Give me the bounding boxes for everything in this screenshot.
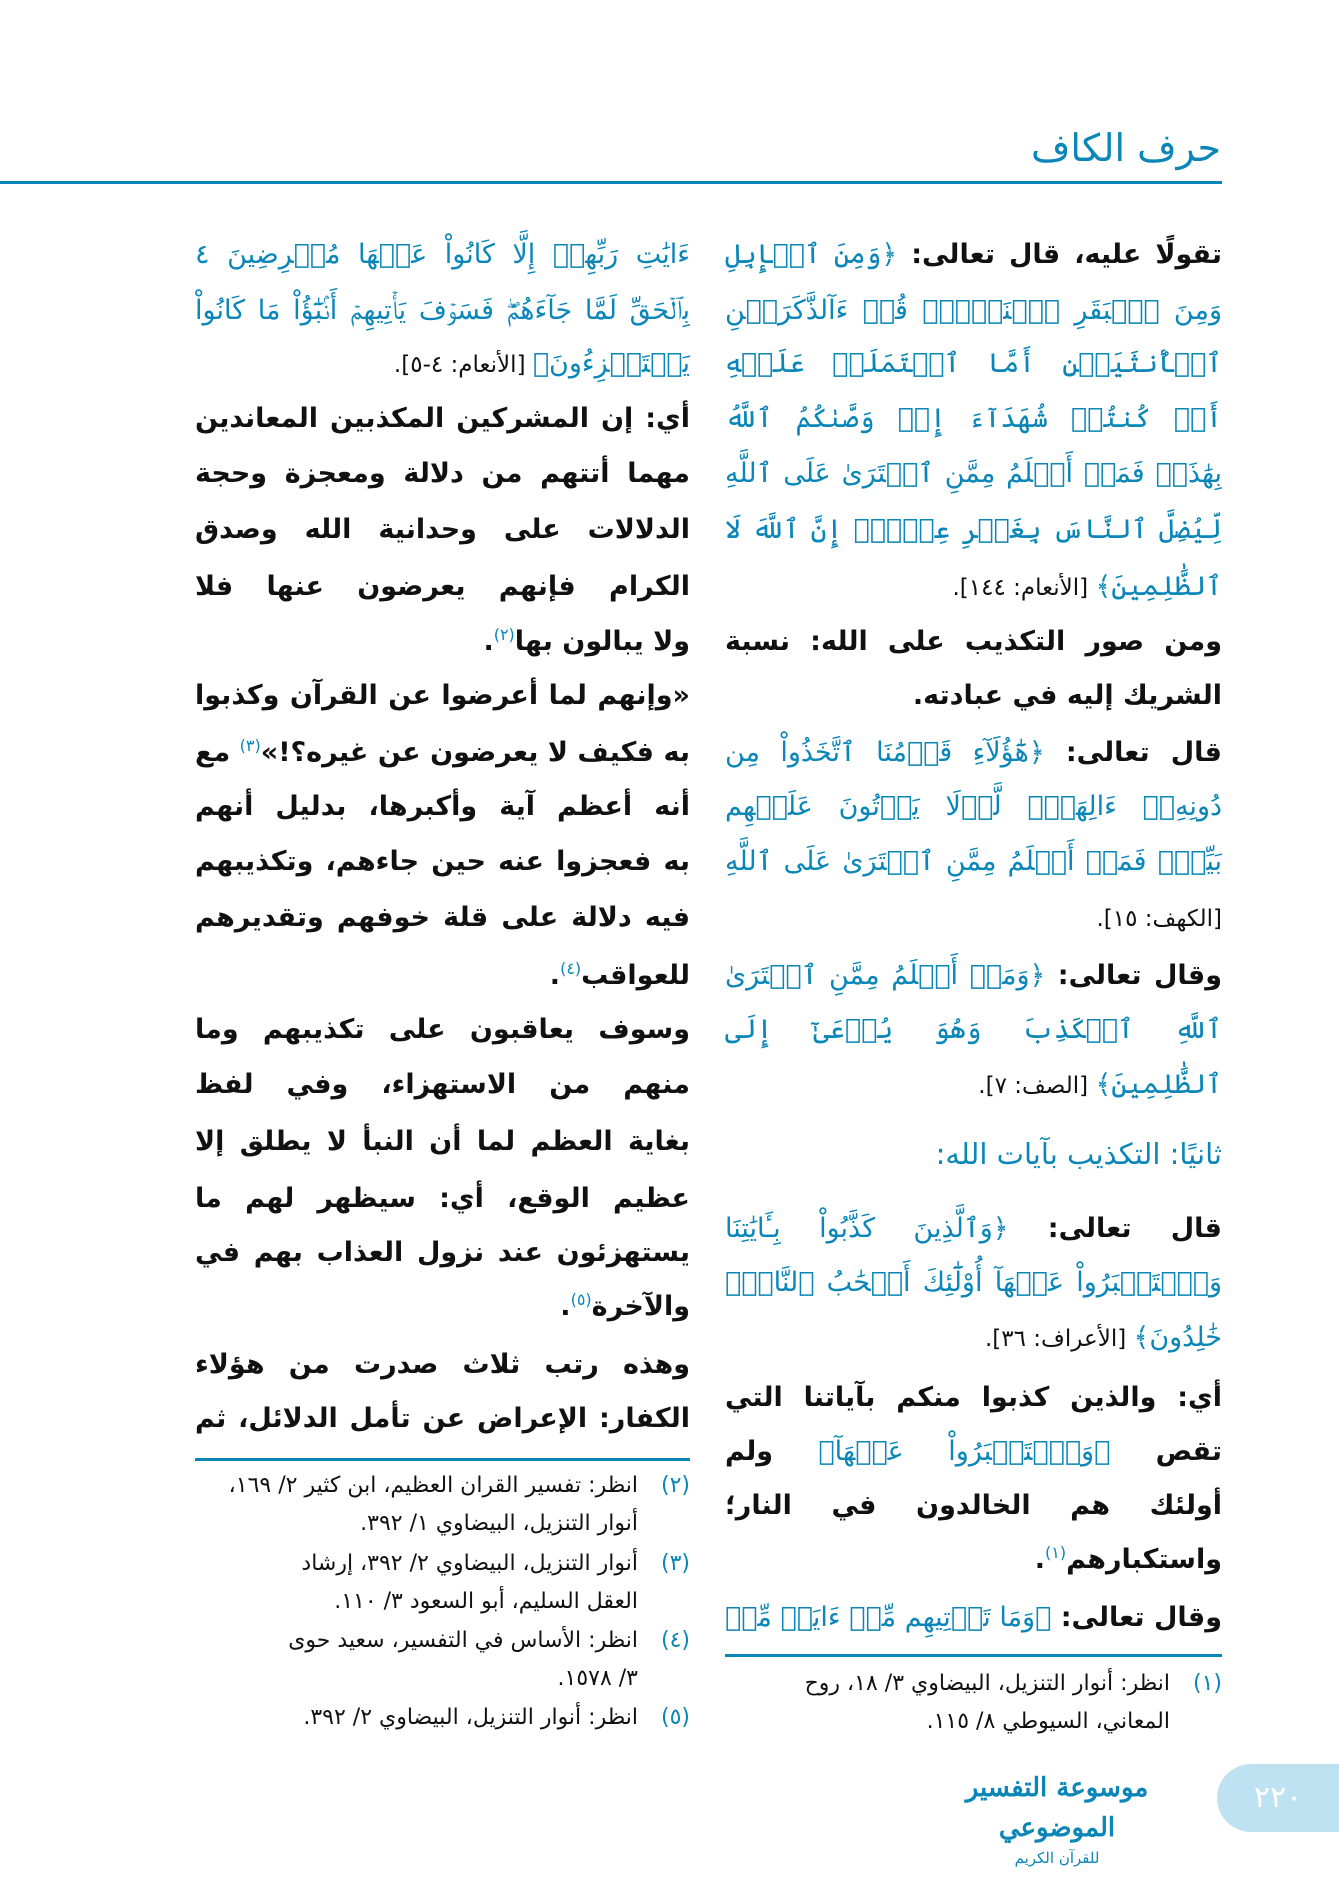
footnote-marker[interactable]: (١): [1044, 1543, 1067, 1563]
body-text: مهما أتتهم من دلالة ومعجزة وحجة: [195, 457, 690, 489]
right-column-line: [725, 1478, 1222, 1534]
quran-verse-text: ﴿وَمَنۡ أَظۡلَمُ مِمَّنِ ٱفۡتَرَىٰ: [725, 960, 1046, 992]
right-column-line: [725, 948, 1222, 1004]
page-number-badge: ٢٢٠: [1217, 1764, 1339, 1832]
body-text: فيه دلالة على قلة خوفهم وتقديرهم: [195, 902, 690, 934]
body-text: أنه أعظم آية وأكبرها، بدليل أنهم: [195, 791, 690, 823]
quran-verse-text: ﴿هَٰٓؤُلَآءِ قَوۡمُنَا ٱتَّخَذُواْ مِن: [725, 737, 1045, 769]
body-text: «وإنهم لما أعرضوا عن القرآن وكذبوا: [195, 680, 690, 712]
right-column-line: [725, 1310, 1222, 1366]
footnote-text: انظر: تفسير القران العظيم، ابن كثير ٢/ ١٦٩،: [228, 1473, 638, 1499]
footnote-number: (٢): [660, 1473, 690, 1499]
logo-title: موسوعة التفسير الموضوعي: [965, 1773, 1149, 1843]
body-text: .: [1034, 1544, 1045, 1576]
right-column-line: [725, 1057, 1222, 1113]
left-column-line: [195, 1337, 690, 1393]
quran-verse-text: ﴿وَمِنَ ٱلۡإِبِلِ: [725, 239, 898, 271]
body-text: للعواقب: [581, 960, 690, 992]
body-text: .: [483, 626, 494, 658]
quran-verse-text: ٱللَّهِ ٱلۡكَذِبَ وَهُوَ يُدۡعَىٰٓ إِلَى: [725, 1014, 1222, 1046]
left-column-line: [195, 1114, 690, 1170]
left-column-line: [195, 834, 690, 890]
body-text: أولئك هم الخالدون في النار؛: [725, 1490, 1222, 1522]
body-text: .: [560, 1291, 571, 1323]
body-text: وقال تعالى:: [1045, 960, 1222, 992]
quran-verse-text: ﴿وَمَا تَأۡتِيهِم مِّنۡ ءَايَةٖ مِّنۡ: [725, 1602, 1052, 1634]
body-text: أي: والذين كذبوا منكم بآياتنا التي: [725, 1381, 1222, 1413]
left-column-line: [195, 1171, 690, 1227]
right-column-line: [725, 283, 1222, 339]
header-divider: [0, 181, 1222, 184]
footnote-text: انظر: أنوار التنزيل، البيضاوي ٢/ ٣٩٢.: [303, 1704, 638, 1730]
body-text: عظيم الوقع، أي: سيظهر لهم ما: [195, 1182, 690, 1214]
right-column-line: [725, 779, 1222, 835]
left-column-line: [195, 948, 690, 1004]
left-column-line: [195, 1225, 690, 1281]
quran-verse-text: وَمِنَ ٱلۡبَقَرِ ٱثۡنَيۡنِۗ قُلۡ ءَآلذَّكَرَيۡنِ: [725, 294, 1222, 326]
body-text: به فعجزوا عنه حين جاءهم، وتكذيبهم: [195, 845, 690, 877]
right-column-line: [725, 502, 1222, 558]
body-text: وقال تعالى:: [1051, 1602, 1222, 1634]
footnote-text: العقل السليم، أبو السعود ٣/ ١١٠.: [334, 1588, 638, 1614]
body-text: يستهزئون عند نزول العذاب بهم في: [195, 1237, 690, 1269]
body-text: الدلالات على وحدانية الله وصدق: [195, 514, 690, 546]
right-column-line: [725, 391, 1222, 447]
body-text: الشريك إليه في عبادته.: [912, 680, 1222, 712]
right-column-line: [725, 725, 1222, 781]
body-text: تقولًا عليه، قال تعالى:: [897, 239, 1222, 271]
right-column-line: [725, 559, 1222, 615]
footnote-marker[interactable]: (٢): [493, 625, 515, 645]
footnote-marker[interactable]: (٤): [560, 959, 582, 979]
footnote-text: انظر: الأساس في التفسير، سعيد حوى: [288, 1627, 638, 1653]
right-column-line: [725, 834, 1222, 890]
quran-verse-text: بِٱلۡحَقِّ لَمَّا جَآءَهُمۡۖ فَسَوۡفَ يَأۡتِيهِمۡ أَنۢبَٰٓؤُاْ مَا كَانُواْ: [195, 294, 690, 326]
footnote-number: (١): [1192, 1671, 1222, 1696]
footnote-divider: [725, 1654, 1222, 1657]
footnote: [229, 1467, 690, 1543]
right-column-line: [725, 1002, 1222, 1058]
quran-verse-text: ٱلظَّٰلِمِينَ﴾: [1095, 1068, 1222, 1100]
body-text: وهذه رتب ثلاث صدرت من هؤلاء: [195, 1349, 690, 1381]
left-column-line: [195, 283, 690, 339]
footnote-number: (٣): [660, 1550, 690, 1576]
body-text: الكرام فإنهم يعرضون عنها فلا: [195, 570, 690, 602]
left-column-line: [195, 502, 690, 558]
verse-reference: [الصف: ٧].: [978, 1072, 1096, 1099]
body-text: تقص: [1110, 1436, 1222, 1468]
body-text: به فكيف لا يعرضون عن غيره؟!»: [260, 737, 690, 769]
verse-reference: [الأعراف: ٣٦].: [984, 1325, 1134, 1352]
right-column-line: [725, 1424, 1222, 1480]
quran-verse-text: وَٱسۡتَكۡبَرُواْ عَنۡهَآ أُوْلَٰٓئِكَ أَصۡحَٰبُ ٱلنَّارِۖ: [725, 1267, 1222, 1299]
right-column-line: [725, 1255, 1222, 1311]
quran-verse-text: أَمۡ كُنتُمۡ شُهَدَآءَ إِذۡ وَصَّىٰكُمُ ٱللَّهُ: [725, 403, 1222, 435]
footnote: [288, 1622, 690, 1698]
verse-reference: [الأنعام: ١٤٤].: [952, 574, 1096, 601]
quran-verse-text: بَيِّنٖۖ فَمَنۡ أَظۡلَمُ مِمَّنِ ٱفۡتَرَىٰ عَلَى ٱللَّهِ: [725, 845, 1222, 877]
quran-verse-text: ﴿وَٱسۡتَكۡبَرُواْ عَنۡهَآ﴾: [818, 1436, 1111, 1468]
quran-verse-text: خَٰلِدُونَ﴾: [1133, 1321, 1222, 1353]
body-text: .: [549, 960, 561, 992]
logo-subtitle: للقرآن الكريم: [1014, 1849, 1100, 1867]
quran-verse-text: يَسۡتَهۡزِءُونَ﴾: [532, 347, 690, 379]
footnote-text: المعاني، السيوطي ٨/ ١١٥.: [926, 1709, 1170, 1734]
left-column-line: [195, 391, 690, 447]
left-column-line: [195, 446, 690, 502]
body-text: ولا يبالون بها: [514, 626, 690, 658]
footnote-divider: [195, 1458, 690, 1461]
body-text: بغاية العظم لما أن النبأ لا يطلق إلا: [195, 1126, 690, 1158]
footnote-text: ٣/ ١٥٧٨.: [557, 1665, 638, 1691]
chapter-title: حرف الكاف: [1030, 126, 1221, 170]
left-column-line: [195, 668, 690, 724]
footnote-text: أنوار التنزيل، البيضاوي ٢/ ٣٩٢، إرشاد: [301, 1550, 638, 1576]
right-column-line: [725, 1590, 1222, 1646]
body-text: وسوف يعاقبون على تكذيبهم وما: [195, 1014, 690, 1046]
quran-verse-text: بِهَٰذَاۚ فَمَنۡ أَظۡلَمُ مِمَّنِ ٱفۡتَرَىٰ عَلَى ٱللَّهِ: [725, 457, 1222, 489]
left-column-line: [195, 227, 690, 283]
footnote-text: انظر: أنوار التنزيل، البيضاوي ٣/ ١٨، روح: [804, 1671, 1170, 1696]
left-column-line: [195, 1057, 690, 1113]
right-column-line: [725, 446, 1222, 502]
quran-verse-text: ءَايَٰتِ رَبِّهِمۡ إِلَّا كَانُواْ عَنۡهَا مُعۡرِضِينَ ٤: [195, 239, 690, 271]
left-column-line: [195, 336, 690, 392]
verse-reference: [الكهف: ١٥].: [1096, 906, 1222, 933]
footnote: [301, 1545, 690, 1621]
left-column-line: [195, 1391, 690, 1447]
footnote-marker[interactable]: (٣): [239, 736, 261, 756]
right-column-line: [725, 336, 1222, 392]
footnote-marker[interactable]: (٥): [570, 1290, 592, 1310]
left-column-line: [195, 559, 690, 615]
body-text: قال تعالى:: [1044, 737, 1222, 769]
body-text: مع: [195, 737, 240, 769]
right-column-line: [725, 890, 1222, 946]
body-text: ومن صور التكذيب على الله: نسبة: [725, 626, 1222, 658]
right-column-line: [725, 668, 1222, 724]
right-column-line: [725, 227, 1222, 283]
right-column-line: [725, 1532, 1222, 1588]
footnote: [303, 1699, 690, 1737]
footnote-number: (٤): [660, 1627, 690, 1653]
body-text: منهم من الاستهزاء، وفي لفظ: [195, 1068, 690, 1100]
footnote-number: (٥): [660, 1704, 690, 1730]
right-column-line: [725, 1370, 1222, 1426]
left-column-line: [195, 725, 690, 781]
body-text: قال تعالى:: [1008, 1213, 1222, 1245]
right-column-line: [725, 1201, 1222, 1257]
right-column-line: [725, 614, 1222, 670]
left-column-line: [195, 1279, 690, 1335]
encyclopedia-logo: [934, 1768, 1180, 1868]
verse-reference: [الأنعام: ٤-٥].: [393, 351, 533, 378]
left-column-line: [195, 614, 690, 670]
left-column-line: [195, 779, 690, 835]
quran-verse-text: لِّيُضِلَّ ٱلنَّاسَ بِغَيۡرِ عِلۡمٍۚ إِنَّ ٱللَّهَ لَا: [725, 514, 1222, 546]
body-text: الكفار: الإعراض عن تأمل الدلائل، ثم: [195, 1403, 690, 1435]
quran-verse-text: ﴿وَٱلَّذِينَ كَذَّبُواْ بِـَٔايَٰتِنَا: [725, 1213, 1009, 1245]
footnote: [805, 1665, 1222, 1741]
footnote-text: أنوار التنزيل، البيضاوي ١/ ٣٩٢.: [360, 1511, 638, 1537]
quran-verse-text: دُونِهِۦٓ ءَالِهَةٗۖ لَّوۡلَا يَأۡتُونَ عَلَيۡهِم: [725, 791, 1222, 823]
left-column-line: [195, 890, 690, 946]
right-column-line: [725, 1126, 1222, 1182]
section-heading: ثانيًا: التكذيب بآيات الله:: [935, 1137, 1222, 1172]
quran-verse-text: ٱلظَّٰلِمِينَ﴾: [1095, 570, 1222, 602]
body-text: واستكبارهم: [1066, 1544, 1222, 1576]
body-text: أي: إن المشركين المكذبين المعاندين: [195, 403, 690, 435]
body-text: والآخرة: [591, 1291, 690, 1323]
quran-verse-text: ٱلۡأُنثَيَيۡنِ أَمَّا ٱشۡتَمَلَتۡ عَلَيۡهِ: [725, 347, 1222, 379]
body-text: ولم: [725, 1436, 774, 1468]
left-column-line: [195, 1002, 690, 1058]
